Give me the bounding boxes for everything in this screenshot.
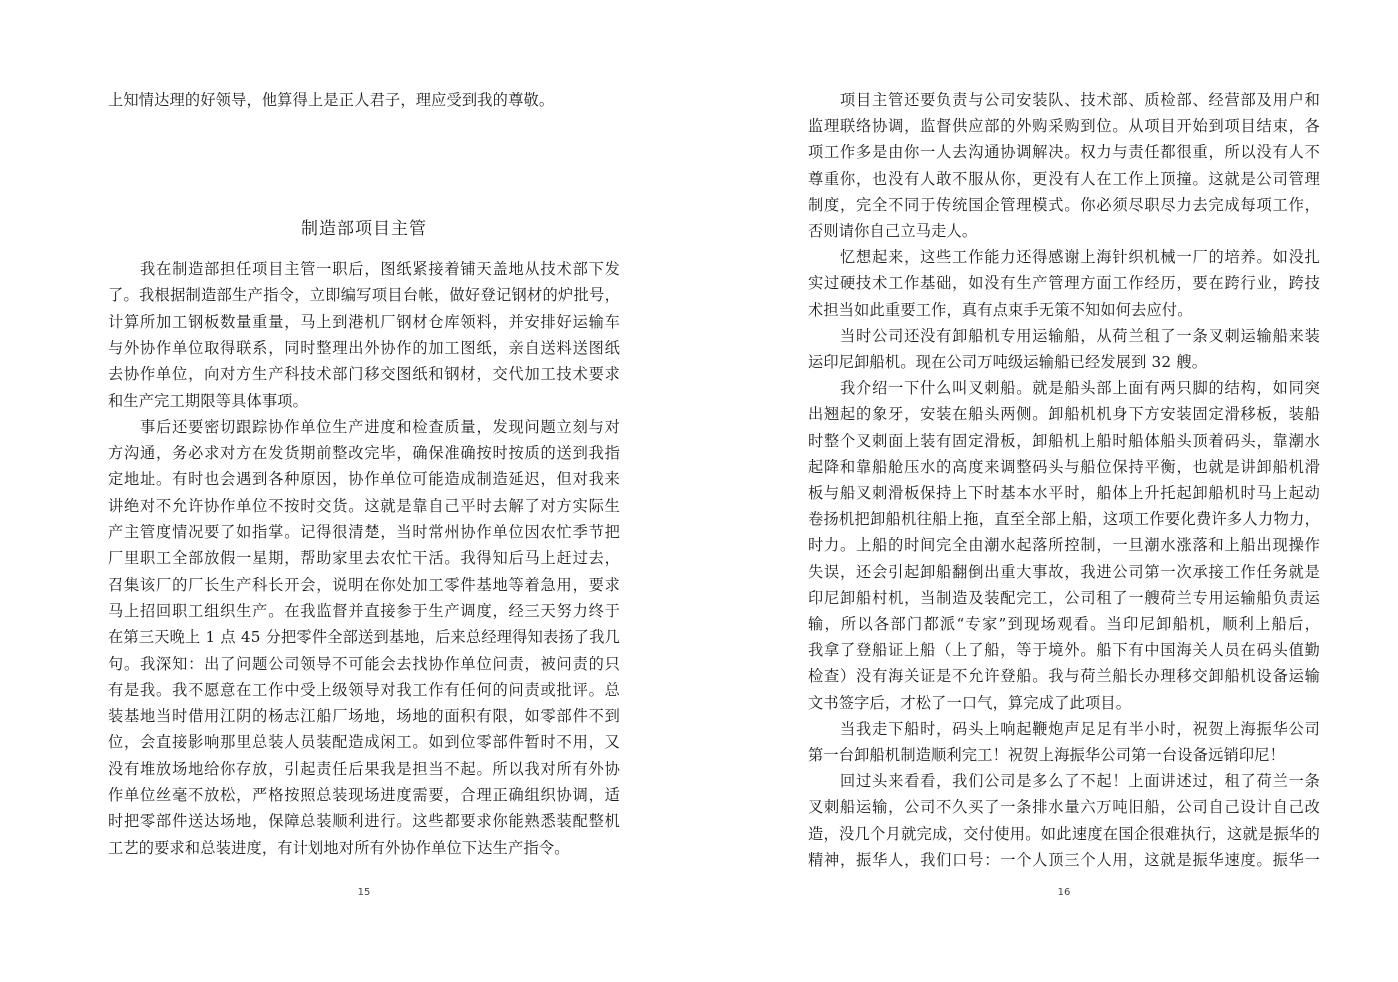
body-text-line: 作单位丝毫不放松，严格按照总装现场进度需要，合理正确组织协调，适 [108, 786, 620, 804]
body-text-line: 讲绝对不允许协作单位不按时交货。这就是靠自己平时去解了对方实际生 [108, 496, 620, 515]
body-text-line: 方沟通，务必求对方在发货期前整改完毕，确保准确按时按质的送到我指 [108, 444, 620, 463]
body-text-line: 精神，振华人，我们口号：一个人顶三个人用，这就是振华速度。振华一 [808, 850, 1320, 869]
page-number-right: 16 [1057, 887, 1071, 898]
body-text-line: 马上招回职工组织生产。在我监督并直接参于生产调度，经三天努力终于 [108, 601, 620, 620]
body-text-line: 了。我根据制造部生产指令，立即编写项目台帐，做好登记钢材的炉批号， [108, 286, 620, 305]
left-page [108, 0, 620, 982]
body-text-line: 叉刺船运输，公司不久买了一条排水量六万吨旧船，公司自己设计自己改 [808, 798, 1320, 817]
body-text-line: 没有堆放场地给你存放，引起责任后果我是担当不起。所以我对所有外协 [108, 759, 620, 778]
body-text-line: 否则请你自己立马走人。 [808, 222, 978, 240]
body-text-line: 我拿了登船证上船（上了船，等于境外。船下有中国海关人员在码头值勤 [808, 641, 1320, 660]
body-text-line: 在第三天晚上 1 点 45 分把零件全部送到基地，后来总经理得知表扬了我几 [108, 628, 620, 647]
body-text-line: 输，所以各部门都派“专家”到现场观看。当印尼卸船机，顺利上船后， [808, 615, 1320, 633]
page-number-left: 15 [357, 887, 371, 898]
body-text-line: 回过头来看看，我们公司是多么了不起！上面讲述过，租了荷兰一条 [808, 772, 1320, 791]
body-text-line: 印尼卸船村机，当制造及装配完工，公司租了一艘荷兰专用运输船负责运 [808, 588, 1320, 607]
body-text-line: 时整个叉刺面上装有固定滑板，卸船机上船时船体船头顶着码头，靠潮水 [808, 431, 1320, 450]
body-text-line: 尊重你，也没有人敢不服从你，更没有人在工作上顶撞。这就是公司管理 [808, 169, 1320, 188]
body-text-line: 厂里职工全部放假一星期，帮助家里去农忙干活。我得知后马上赶过去， [108, 549, 620, 568]
body-text-line: 出翘起的象牙，安装在船头两侧。卸船机机身下方安装固定滑移板，装船 [808, 405, 1320, 424]
body-text-line: 事后还要密切跟踪协作单位生产进度和检查质量，发现问题立刻与对 [108, 417, 620, 436]
body-text-line: 造，没几个月就完成，交付使用。如此速度在国企很难执行，这就是振华的 [808, 824, 1320, 843]
body-text-line: 失误，还会引起卸船翻倒出重大事故，我进公司第一次承接工作任务就是 [808, 562, 1320, 581]
body-text-line: 术担当如此重要工作，真有点束手无策不知如何去应付。 [808, 300, 1193, 319]
body-text-line: 产主管度情况要了如指掌。记得很清楚，当时常州协作单位因农忙季节把 [108, 523, 620, 541]
body-text-line: 运印尼卸船机。现在公司万吨级运输船已经发展到 32 艘。 [808, 353, 1208, 371]
body-text-line: 监理联络协调，监督供应部的外购采购到位。从项目开始到项目结束，各 [808, 117, 1320, 136]
body-text-line: 位，会直接影响那里总装人员装配造成闲工。如到位零部件暂时不用，又 [108, 733, 620, 752]
body-text-line: 召集该厂的厂长生产科长开会，说明在你处加工零件基地等着急用，要求 [108, 575, 620, 594]
body-text-line: 与外协作单位取得联系，同时整理出外协作的加工图纸，亲自送料送图纸 [108, 338, 620, 357]
body-text-line: 卷扬机把卸船机往船上拖，直至全部上船，这项工作要化费许多人力物力， [808, 510, 1320, 529]
body-text-line: 制度，完全不同于传统国企管理模式。你必须尽职尽力去完成每项工作， [808, 195, 1320, 214]
body-text-line: 起降和靠船舱压水的高度来调整码头与船位保持平衡，也就是讲卸船机滑 [808, 457, 1320, 476]
body-text-line: 去协作单位，向对方生产科技术部门移交图纸和钢材，交代加工技术要求 [108, 365, 620, 384]
section-title: 制造部项目主管 [301, 219, 427, 239]
body-text-line: 项目主管还要负责与公司安装队、技术部、质检部、经营部及用户和 [808, 91, 1320, 109]
body-text-line: 时把零部件送达场地，保障总装顺利进行。这些都要求你能熟悉装配整机 [108, 812, 620, 831]
body-text-line: 定地址。有时也会遇到各种原因，协作单位可能造成制造延迟，但对我来 [108, 470, 620, 489]
body-text-line: 我介绍一下什么叫叉刺船。就是船头部上面有两只脚的结构，如同突 [808, 379, 1320, 398]
body-text-line: 时力。上船的时间完全由潮水起落所控制，一旦潮水涨落和上船出现操作 [808, 536, 1320, 555]
body-text-line: 有是我。我不愿意在工作中受上级领导对我工作有任何的问责或批评。总 [108, 680, 620, 699]
body-text-line: 当我走下船时，码头上响起鞭炮声足足有半小时，祝贺上海振华公司 [808, 719, 1320, 738]
body-text-line: 当时公司还没有卸船机专用运输船，从荷兰租了一条叉刺运输船来装 [808, 326, 1320, 345]
body-text-line: 工艺的要求和总装进度，有计划地对所有外协作单位下达生产指令。 [108, 838, 570, 857]
body-text-line: 忆想起来，这些工作能力还得感谢上海针织机械一厂的培养。如没扎 [808, 248, 1320, 267]
body-text-line: 板与船叉刺滑板保持上下时基本水平时，船体上升托起卸船机时马上起动 [808, 484, 1320, 502]
body-text-line: 文书签字后，才松了一口气，算完成了此项目。 [808, 693, 1132, 712]
right-page [808, 0, 1320, 982]
body-text-line: 实过硬技术工作基础，如没有生产管理方面工作经历，要在跨行业，跨技 [808, 274, 1320, 293]
body-text-line: 和生产完工期限等具体事项。 [108, 391, 309, 410]
body-text-line: 项工作多是由你一人去沟通协调解决。权力与责任都很重，所以没有人不 [808, 143, 1320, 162]
body-text-line: 第一台卸船机制造顺利完工！祝贺上海振华公司第一台设备远销印尼！ [808, 746, 1286, 764]
body-text-line: 我在制造部担任项目主管一职后，图纸紧接着铺天盖地从技术部下发 [108, 260, 620, 278]
body-text-line: 检查）没有海关证是不允许登船。我与荷兰船长办理移交卸船机设备运输 [808, 667, 1320, 686]
body-text-line: 计算所加工钢板数量重量，马上到港机厂钢材仓库领料，并安排好运输车 [108, 312, 620, 331]
body-text-line: 句。我深知：出了问题公司领导不可能会去找协作单位问责，被问责的只 [108, 654, 620, 673]
opening-line: 上知情达理的好领导，他算得上是正人君子，理应受到我的尊敬。 [108, 91, 555, 109]
body-text-line: 装基地当时借用江阴的杨志江船厂场地，场地的面积有限，如零部件不到 [108, 707, 620, 726]
